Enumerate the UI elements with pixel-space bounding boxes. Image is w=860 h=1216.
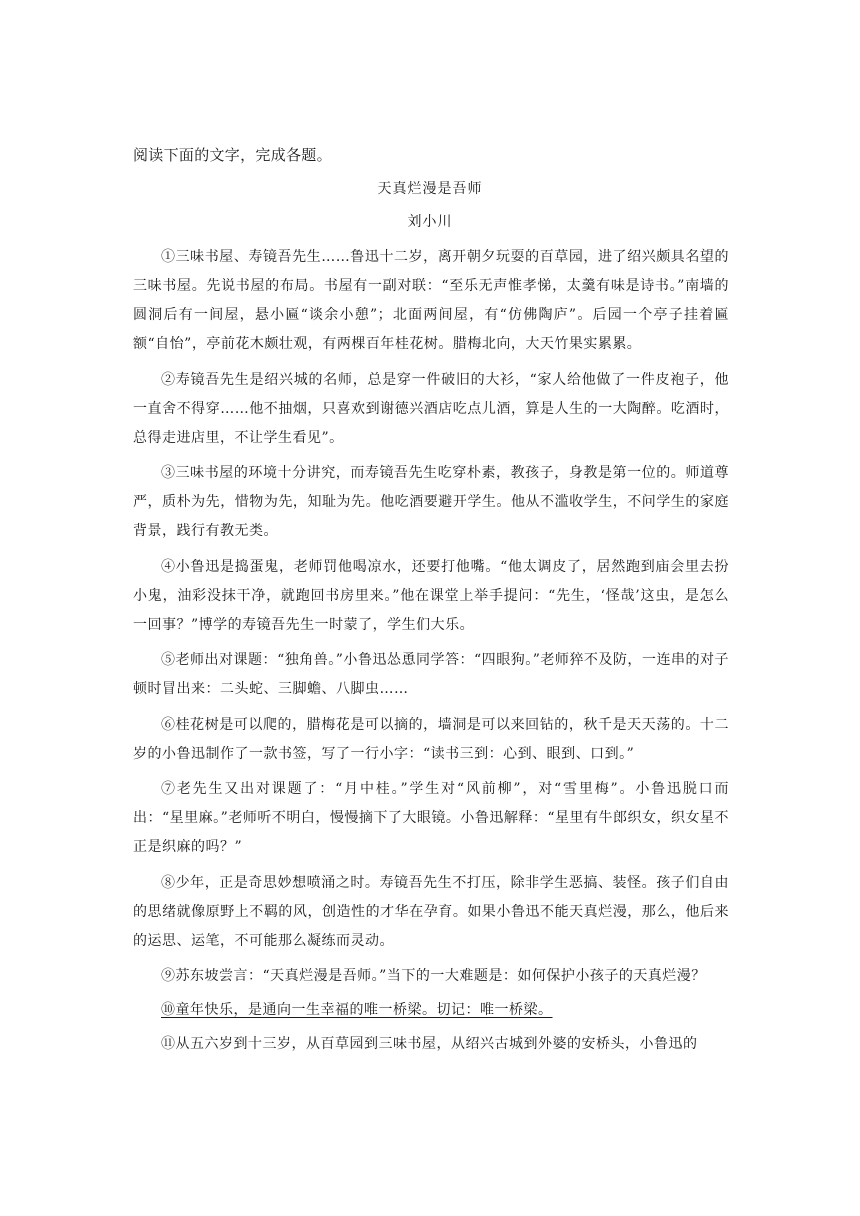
paragraph-10-underlined-text: ⑩童年快乐，是通向一生幸福的唯一桥梁。切记：唯一桥梁。 xyxy=(161,1002,553,1018)
paragraph-2: ②寿镜吾先生是绍兴城的名师，总是穿一件破旧的大衫，“家人给他做了一件皮袍子，他一直舍不得穿……他不抽烟，只喜欢到谢德兴酒店吃点儿酒，算是人生的一大陶醉。吃酒时，总得走进店里，不让学生看见”。 xyxy=(133,371,729,446)
article-body xyxy=(133,243,729,1064)
paragraph-8: ⑧少年，正是奇思妙想喷涌之时。寿镜吾先生不打压，除非学生恶搞、装怪。孩子们自由的思绪就像原野上不羁的风，创造性的才华在孕育。如果小鲁迅不能天真烂漫，那么，他后来的运思、运笔，不可能那么凝练而灵动。 xyxy=(133,874,729,949)
article-author: 刘小川 xyxy=(407,214,453,230)
paragraph-9: ⑨苏东坡尝言：“天真烂漫是吾师。”当下的一大难题是：如何保护小孩子的天真烂漫？ xyxy=(161,968,706,984)
paragraph-3: ③三味书屋的环境十分讲究，而寿镜吾先生吃穿朴素，教孩子，身教是第一位的。师道尊严，质朴为先，惜物为先，知耻为先。他吃酒要避开学生。他从不滥收学生，不问学生的家庭背景，践行有教无类。 xyxy=(133,465,729,539)
article-title: 天真烂漫是吾师 xyxy=(377,181,483,197)
paragraph-4: ④小鲁迅是捣蛋鬼，老师罚他喝凉水，还要打他嘴。“他太调皮了，居然跑到庙会里去扮小鬼，油彩没抹干净，就跑回书房里来。”他在课堂上举手提问：“先生，‘怪哉’这虫，是怎么一回事？”博学的寿镜吾先生一时蒙了，学生们大乐。 xyxy=(133,558,729,633)
paragraph-5: ⑤老师出对课题：“独角兽。”小鲁迅怂恿同学答：“四眼狗。”老师猝不及防，一连串的对子顿时冒出来：二头蛇、三脚蟾、八脚虫…… xyxy=(133,652,729,697)
paragraph-7: ⑦老先生又出对课题了：“月中桂。”学生对“风前柳”，对“雪里梅”。小鲁迅脱口而出：“星里麻。”老师听不明白，慢慢摘下了大眼镜。小鲁迅解释：“星里有牛郎织女，织女星不正是织麻的吗？” xyxy=(133,781,729,855)
instruction-text: 阅读下面的文字，完成各题。 xyxy=(133,146,332,164)
paragraph-11: ⑪从五六岁到十三岁，从百草园到三味书屋，从绍兴古城到外婆的安桥头，小鲁迅的 xyxy=(161,1036,698,1052)
paragraph-10 xyxy=(133,996,729,1025)
paragraph-6: ⑥桂花树是可以爬的，腊梅花是可以摘的，墙洞是可以来回钻的，秋千是天天荡的。十二岁的小鲁迅制作了一款书签，写了一行小字：“读书三到：心到、眼到、口到。” xyxy=(133,716,729,762)
paragraph-1: ①三味书屋、寿镜吾先生……鲁迅十二岁，离开朝夕玩耍的百草园，进了绍兴颇具名望的三味书屋。先说书屋的布局。书屋有一副对联：“至乐无声惟孝悌，太羹有味是诗书。”南墙的圆洞后有一间屋，悬小匾“谈余小憩”；北面两间屋，有“仿佛陶庐”。后园一个亭子挂着匾额“自怡”，亭前花木颇壮观，有两棵百年桂花树。腊梅北向，大天竹果实累累。 xyxy=(133,249,729,352)
